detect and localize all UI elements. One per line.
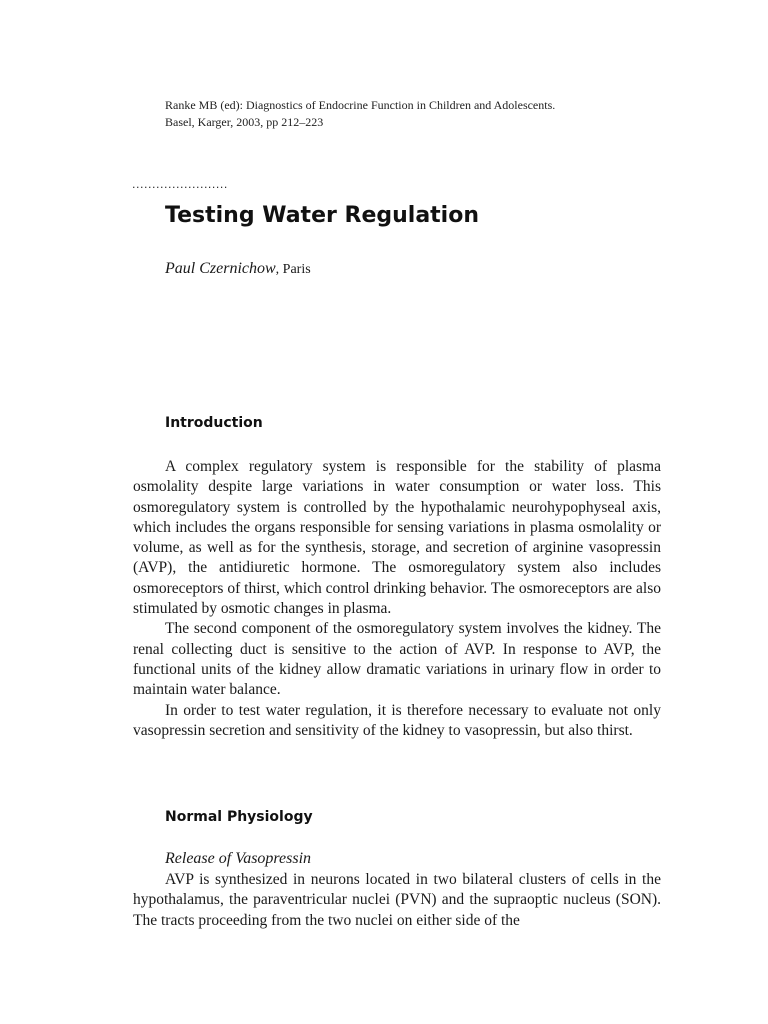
subsection-heading-release-of-vasopressin: Release of Vasopressin	[165, 850, 312, 867]
paragraph: The second component of the osmoregulatory system involves the kidney. The renal collecting duct is sensitive to the action of AVP. In response to AVP, the functional units of the kidney allow dramatic variations in urinary flow in order to maintain water balance.	[133, 620, 661, 699]
decorative-dotted-rule: ........................	[132, 178, 228, 190]
citation-line: Basel, Karger, 2003, pp 212–223	[165, 115, 324, 129]
citation-line: Ranke MB (ed): Diagnostics of Endocrine Function in Children and Adolescents.	[165, 98, 556, 112]
section-heading-normal-physiology: Normal Physiology	[165, 809, 313, 825]
author-line	[165, 258, 311, 281]
author-location: , Paris	[275, 262, 311, 277]
page-title: Testing Water Regulation	[165, 203, 479, 228]
paragraph: A complex regulatory system is responsible for the stability of plasma osmolality despite large variations in water consumption or water loss. This osmoregulatory system is controlled by the hypothalamic neurohypophyseal axis, which includes the organs responsible for sensing variations in plasma osmolality or volume, as well as for the synthesis, storage, and secretion of arginine vasopressin (AVP), the antidiuretic hormone. The osmoregulatory system also includes osmoreceptors of thirst, which control drinking behavior. The osmoreceptors are also stimulated by osmotic changes in plasma.	[133, 458, 661, 618]
citation	[165, 97, 685, 131]
section-heading-introduction: Introduction	[165, 415, 263, 431]
introduction-body	[133, 457, 661, 741]
paragraph: AVP is synthesized in neurons located in two bilateral clusters of cells in the hypothalamus, the paraventricular nuclei (PVN) and the supraoptic nucleus (SON). The tracts proceeding from the two nuclei on either side of the	[133, 871, 661, 929]
paragraph: In order to test water regulation, it is therefore necessary to evaluate not only vasopressin secretion and sensitivity of the kidney to vasopressin, but also thirst.	[133, 701, 661, 739]
author-name: Paul Czernichow	[165, 260, 276, 277]
normal-physiology-body	[133, 870, 661, 931]
